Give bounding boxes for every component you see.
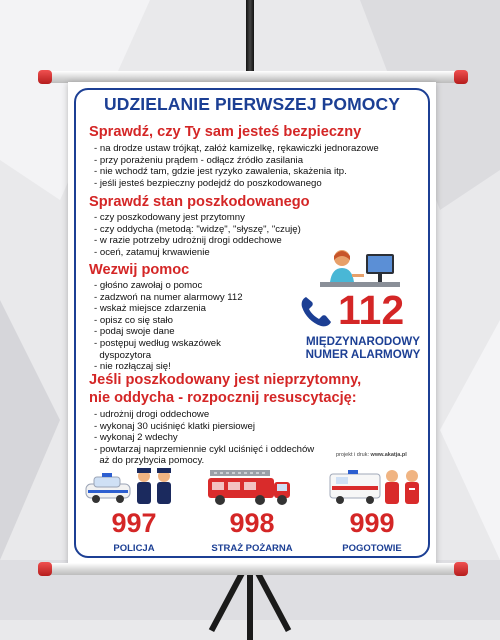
section1-list xyxy=(94,143,379,189)
fire-truck-illustration xyxy=(204,464,294,508)
list-item: - czy oddycha (metodą: "widzę", "słyszę", "czuję) xyxy=(94,223,301,235)
list-item: - podaj swoje dane xyxy=(94,326,175,338)
international-number-label xyxy=(298,335,428,361)
bottom-rod-cap-right xyxy=(454,562,468,576)
section3-list xyxy=(94,280,243,373)
ambulance-illustration xyxy=(326,464,422,508)
list-item: - powtarzaj naprzemiennie cykl uciśnięć i oddechów xyxy=(94,443,315,455)
list-item: - czy poszkodowany jest przytomny xyxy=(94,212,245,223)
credit-site: www.akatja.pl xyxy=(370,452,407,458)
list-item: - wykonaj 30 uciśnięć klatki piersiowej xyxy=(94,420,256,432)
list-item: aż do przybycia pomocy. xyxy=(94,455,205,467)
section4-list xyxy=(94,409,314,467)
list-item: - przy porażeniu prądem - odłącz źródło zasilania xyxy=(94,154,304,166)
list-item: - na drodze ustaw trójkąt, załóż kamizelkę, rękawiczki jednorazowe xyxy=(94,143,379,154)
bottom-rod xyxy=(46,563,464,575)
phone-icon xyxy=(298,294,334,330)
service-number-police: 997 xyxy=(111,508,157,538)
section2-list xyxy=(94,212,301,258)
section4-heading-line1: Jeśli poszkodowany jest nieprzytomny, xyxy=(89,372,362,388)
service-name-ambulance: POGOTOWIE xyxy=(342,543,402,554)
list-item: - oceń, zatamuj krwawienie xyxy=(94,246,210,258)
service-name-police: POLICJA xyxy=(113,543,155,554)
section4-heading-line2: nie oddycha - rozpocznij resuscytację: xyxy=(89,390,357,406)
list-item: - głośno zawołaj o pomoc xyxy=(94,280,203,291)
list-item: - opisz co się stało xyxy=(94,314,173,326)
list-item: - postępuj według wskazówek xyxy=(94,337,221,349)
credit-text xyxy=(336,452,407,458)
credit-prefix: projekt i druk: xyxy=(336,452,371,458)
service-number-fire: 998 xyxy=(229,508,275,538)
list-item: - nie wchodź tam, gdzie jest ryzyko zawalenia, skażenia itp. xyxy=(94,166,347,178)
top-rod-cap-left xyxy=(38,70,52,84)
list-item: - wskaż miejsce zdarzenia xyxy=(94,303,206,315)
service-name-fire: STRAŻ POŻARNA xyxy=(211,543,293,554)
section3-heading: Wezwij pomoc xyxy=(89,262,190,278)
intl-label-line2: NUMER ALARMOWY xyxy=(305,348,421,361)
list-item: - udrożnij drogi oddechowe xyxy=(94,409,210,420)
section2-heading: Sprawdź stan poszkodowanego xyxy=(89,194,310,210)
emergency-number-112: 112 xyxy=(338,287,405,333)
banner-title: UDZIELANIE PIERWSZEJ POMOCY xyxy=(103,94,401,114)
police-illustration xyxy=(84,464,180,508)
list-item: - wykonaj 2 wdechy xyxy=(94,432,178,444)
list-item: - nie rozłączaj się! xyxy=(94,361,171,373)
dispatcher-illustration xyxy=(320,244,400,292)
list-item: - jeśli jesteś bezpieczny podejdź do poszkodowanego xyxy=(94,177,322,189)
list-item: - w razie potrzeby udrożnij drogi oddechowe xyxy=(94,235,282,247)
top-rod-cap-right xyxy=(454,70,468,84)
first-aid-banner xyxy=(68,82,436,564)
section1-heading: Sprawdź, czy Ty sam jesteś bezpieczny xyxy=(89,124,362,140)
bottom-rod-cap-left xyxy=(38,562,52,576)
list-item: - zadzwoń na numer alarmowy 112 xyxy=(94,291,243,303)
service-number-ambulance: 999 xyxy=(349,508,395,538)
stand-pole xyxy=(246,0,254,82)
intl-label-line1: MIĘDZYNARODOWY xyxy=(305,335,420,348)
list-item: dyspozytora xyxy=(94,349,152,361)
